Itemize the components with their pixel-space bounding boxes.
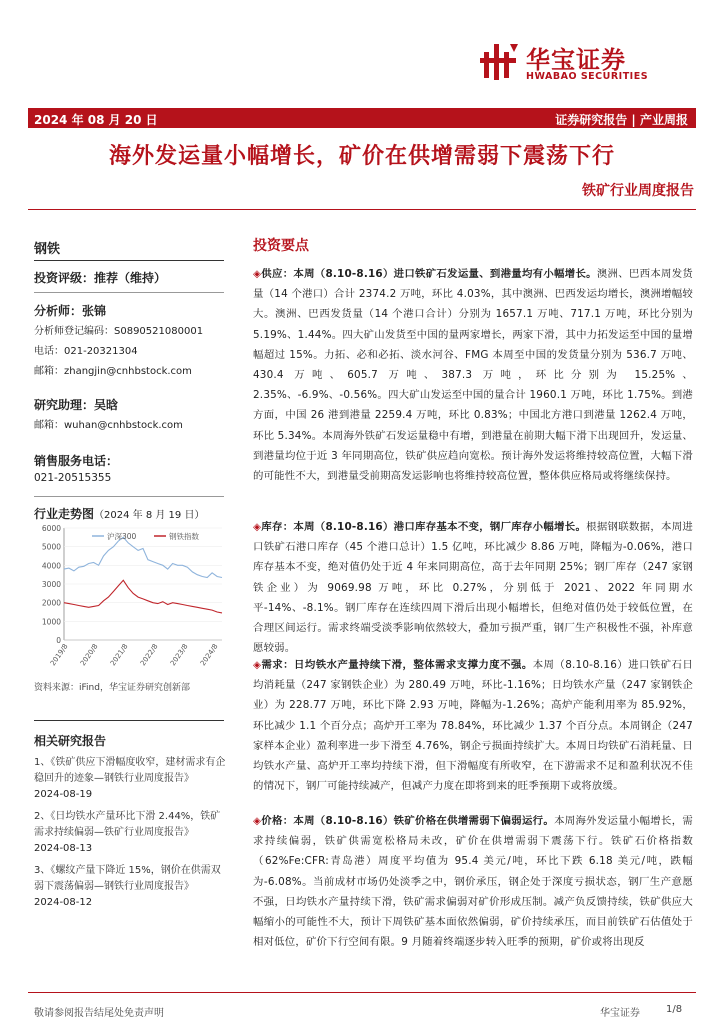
- report-type: 证券研究报告 | 产业周报: [555, 113, 688, 127]
- paragraph-lead: 价格：本周（8.10-8.16）铁矿价格在供增需弱下偏弱运行。: [261, 815, 555, 827]
- assistant-email[interactable]: 邮箱：wuhan@cnhbstock.com: [34, 420, 183, 431]
- date-bar: [28, 108, 696, 128]
- header-rule: [28, 209, 696, 210]
- sales-phone: 021-20515355: [34, 472, 112, 484]
- brand-logo: [480, 40, 690, 100]
- footer-brand: 华宝证券: [600, 1008, 640, 1019]
- divider: [34, 260, 224, 261]
- section-title: 投资要点: [253, 238, 309, 254]
- assistant-name: 研究助理：吴晗: [34, 398, 119, 412]
- bullet-icon: ◈: [253, 659, 262, 671]
- y-tick-label: 0: [56, 636, 61, 645]
- brand-name-cn: 华宝证券: [526, 46, 626, 74]
- chart-source: 资料来源：iFind，华宝证券研究创新部: [34, 683, 190, 693]
- related-report-text: 1、《铁矿供应下滑幅度收窄，建材需求有企稳回升的迹象—钢铁行业周度报告》: [34, 757, 226, 784]
- related-report-text: 3、《螺纹产量下降近 15%，钢价在供需双弱下震荡偏弱—钢铁行业周度报告》: [34, 865, 221, 892]
- legend-label: 钢铁指数: [169, 532, 199, 541]
- y-tick-label: 1000: [41, 617, 61, 627]
- related-report-2[interactable]: [34, 809, 226, 857]
- rating: 投资评级：推荐（维持）: [34, 271, 167, 285]
- paragraph-body: 本周（8.10-8.16）进口铁矿石日均消耗量（247 家钢铁企业）为 280.49 万吨，环比-1.16%；日均铁水产量（247 家钢铁企业）为 228.77 万吨，环比下降 2.93 万吨，降幅为-1.26%；高炉产能利用率为 85.92%，环比减少 1.1 个百分点；高炉开工率为 78.84%，环比减少 1.37 个百分点。本周钢企（247 家样本企业）盈利率进一步下滑至 4.76%，钢企亏损面持续扩大。本周日均铁矿石消耗量、日均铁水产量、高炉开工率均持续下滑，但下滑幅度有所收窄，在下游需求不足和盈利状况不佳的情况下，钢厂可能持续减产，但减产力度在即将到来的旺季预期下或将放缓。: [253, 659, 693, 793]
- x-tick-label: 2021/8: [108, 642, 130, 668]
- y-tick-label: 5000: [41, 542, 61, 552]
- industry-trend-chart: [34, 522, 226, 672]
- x-tick-label: 2022/8: [138, 642, 160, 668]
- analyst-email[interactable]: 邮箱：zhangjin@cnhbstock.com: [34, 366, 192, 377]
- paragraph-lead: 供应：本周（8.10-8.16）进口铁矿石发运量、到港量均有小幅增长。: [261, 268, 597, 280]
- page-subtitle: 铁矿行业周度报告: [582, 183, 694, 199]
- analyst-name: 分析师：张锦: [34, 304, 107, 318]
- related-report-text: 2、《日均铁水产量环比下滑 2.44%，铁矿需求持续偏弱—铁矿行业周度报告》: [34, 811, 221, 838]
- related-report-3[interactable]: [34, 863, 226, 911]
- brand-name-en: HWABAO SECURITIES: [526, 71, 649, 82]
- paragraph-price: [253, 811, 693, 987]
- paragraph-inventory: [253, 517, 693, 658]
- paragraph-demand: [253, 655, 693, 796]
- series-line-steel-index: [64, 580, 222, 613]
- bullet-icon: ◈: [253, 815, 262, 827]
- y-tick-label: 6000: [41, 524, 61, 533]
- paragraph-body: 根据钢联数据，本周进口铁矿石港口库存（45 个港口总计）1.5 亿吨，环比减少 8.86 万吨，降幅为-0.06%，港口库存基本不变，绝对值仍处于近 4 年来同期高位，高于去年同期 25%；钢厂库存（247 家钢铁企业）为 9069.98 万吨，环比 0.27%，分别低于 2021、2022 年同期水平-14%、-8.1%。钢厂库存在连续四周下滑后出现小幅增长，但绝对值仍处于较低位置，在合理区间运行。需求终端受淡季影响依然较大，叠加亏损严重，钢厂生产积极性不强，补库意愿较弱。: [253, 521, 693, 655]
- analyst-cert: 分析师登记编码：S0890521080001: [34, 326, 204, 337]
- trend-heading: [34, 505, 224, 522]
- trend-label: 行业走势图: [34, 507, 95, 521]
- trend-date: （2024 年 8 月 19 日）: [94, 510, 205, 521]
- related-report-1[interactable]: [34, 755, 226, 803]
- paragraph-body: 本周海外发运量小幅增长，需求持续偏弱，铁矿供需宽松格局未改，矿价在供增需弱下震荡下行。铁矿石价格指数（62%Fe:CFR:青岛港）周度平均值为 95.4 美元/吨，环比下跌 6.18 美元/吨，跌幅为-6.08%。当前成材市场仍处淡季之中，钢价承压，钢企处于深度亏损状态，钢厂生产意愿不强，日均铁水产量持续下滑，铁矿需求偏弱对矿价形成压制。减产负反馈持续，铁矿供应大幅缩小的可能性不大，预计下周铁矿基本面依然偏弱，矿价持续承压，而目前铁矿石估值处于相对低位，矿价下行空间有限。9 月随着终端逐步转入旺季的预期，矿价或将出现反: [253, 815, 693, 949]
- related-report-date: 2024-08-13: [34, 843, 93, 854]
- x-tick-label: 2019/8: [48, 642, 70, 668]
- x-tick-label: 2020/8: [78, 642, 100, 668]
- paragraph-body: 澳洲、巴西本周发货量（14 个港口）合计 2374.2 万吨，环比 4.03%，其中澳洲、巴西发运均增长，澳洲增幅较大。澳洲、巴西发货量（14 个港口合计）分别为 1657.1 万吨、717.1 万吨，环比分别为 5.19%、1.44%。四大矿山发货至中国的量两家增长，两家下滑，其中力拓发运至中国的量增幅超过 15%。力拓、必和必拓、淡水河谷、FMG 本周至中国的发货量分别为 536.7 万吨、430.4 万吨、605.7 万吨、387.3 万吨，环比分别为 15.25%、2.35%、-6.9%、-0.56%。四大矿山发运至中国的量合计 1960.1 万吨，环比 1.75%。到港方面，中国 26 港到港量 2259.4 万吨，环比 0.83%；中国北方港口到港量 1262.4 万吨，环比 5.34%。本周海外铁矿石发运量稳中有增，到港量在前期大幅下滑下出现回升，发运量、到港量均位于近 3 年同期高位，铁矿供应趋向宽松。预计海外发运将维持较高位置，大幅下滑的可能性不大，到港量受前期高发运影响也将维持较高位置，整体供应格局或将继续保持。: [253, 268, 693, 483]
- bullet-icon: ◈: [253, 268, 262, 280]
- footer-rule: [28, 992, 696, 993]
- paragraph-lead: 需求：日均铁水产量持续下滑，整体需求支撑力度不强。: [261, 659, 533, 671]
- x-tick-label: 2024/8: [198, 642, 220, 668]
- divider: [34, 720, 224, 721]
- sales-label: 销售服务电话：: [34, 454, 119, 468]
- report-date: 2024 年 08 月 20 日: [34, 113, 158, 127]
- page-number: 1/8: [666, 1004, 683, 1015]
- paragraph-supply: [253, 264, 693, 486]
- analyst-phone: 电话：021-20321304: [34, 346, 138, 357]
- disclaimer-note[interactable]: 敬请参阅报告结尾处免责声明: [34, 1008, 164, 1019]
- page-title: 海外发运量小幅增长，矿价在供增需弱下震荡下行: [108, 143, 615, 169]
- y-tick-label: 4000: [41, 561, 61, 571]
- legend-label: 沪深300: [107, 532, 137, 541]
- series-line-hs300: [64, 537, 222, 577]
- brand-mark-icon: [480, 42, 520, 82]
- industry-label: 钢铁: [34, 242, 61, 257]
- bullet-icon: ◈: [253, 521, 262, 533]
- divider: [34, 496, 224, 497]
- related-report-date: 2024-08-12: [34, 897, 93, 908]
- y-tick-label: 3000: [41, 580, 61, 589]
- related-report-date: 2024-08-19: [34, 789, 93, 800]
- y-tick-label: 2000: [41, 598, 61, 608]
- paragraph-lead: 库存：本周（8.10-8.16）港口库存基本不变，钢厂库存小幅增长。: [261, 521, 587, 533]
- divider: [34, 292, 224, 293]
- related-title: 相关研究报告: [34, 734, 107, 748]
- x-tick-label: 2023/8: [168, 642, 190, 668]
